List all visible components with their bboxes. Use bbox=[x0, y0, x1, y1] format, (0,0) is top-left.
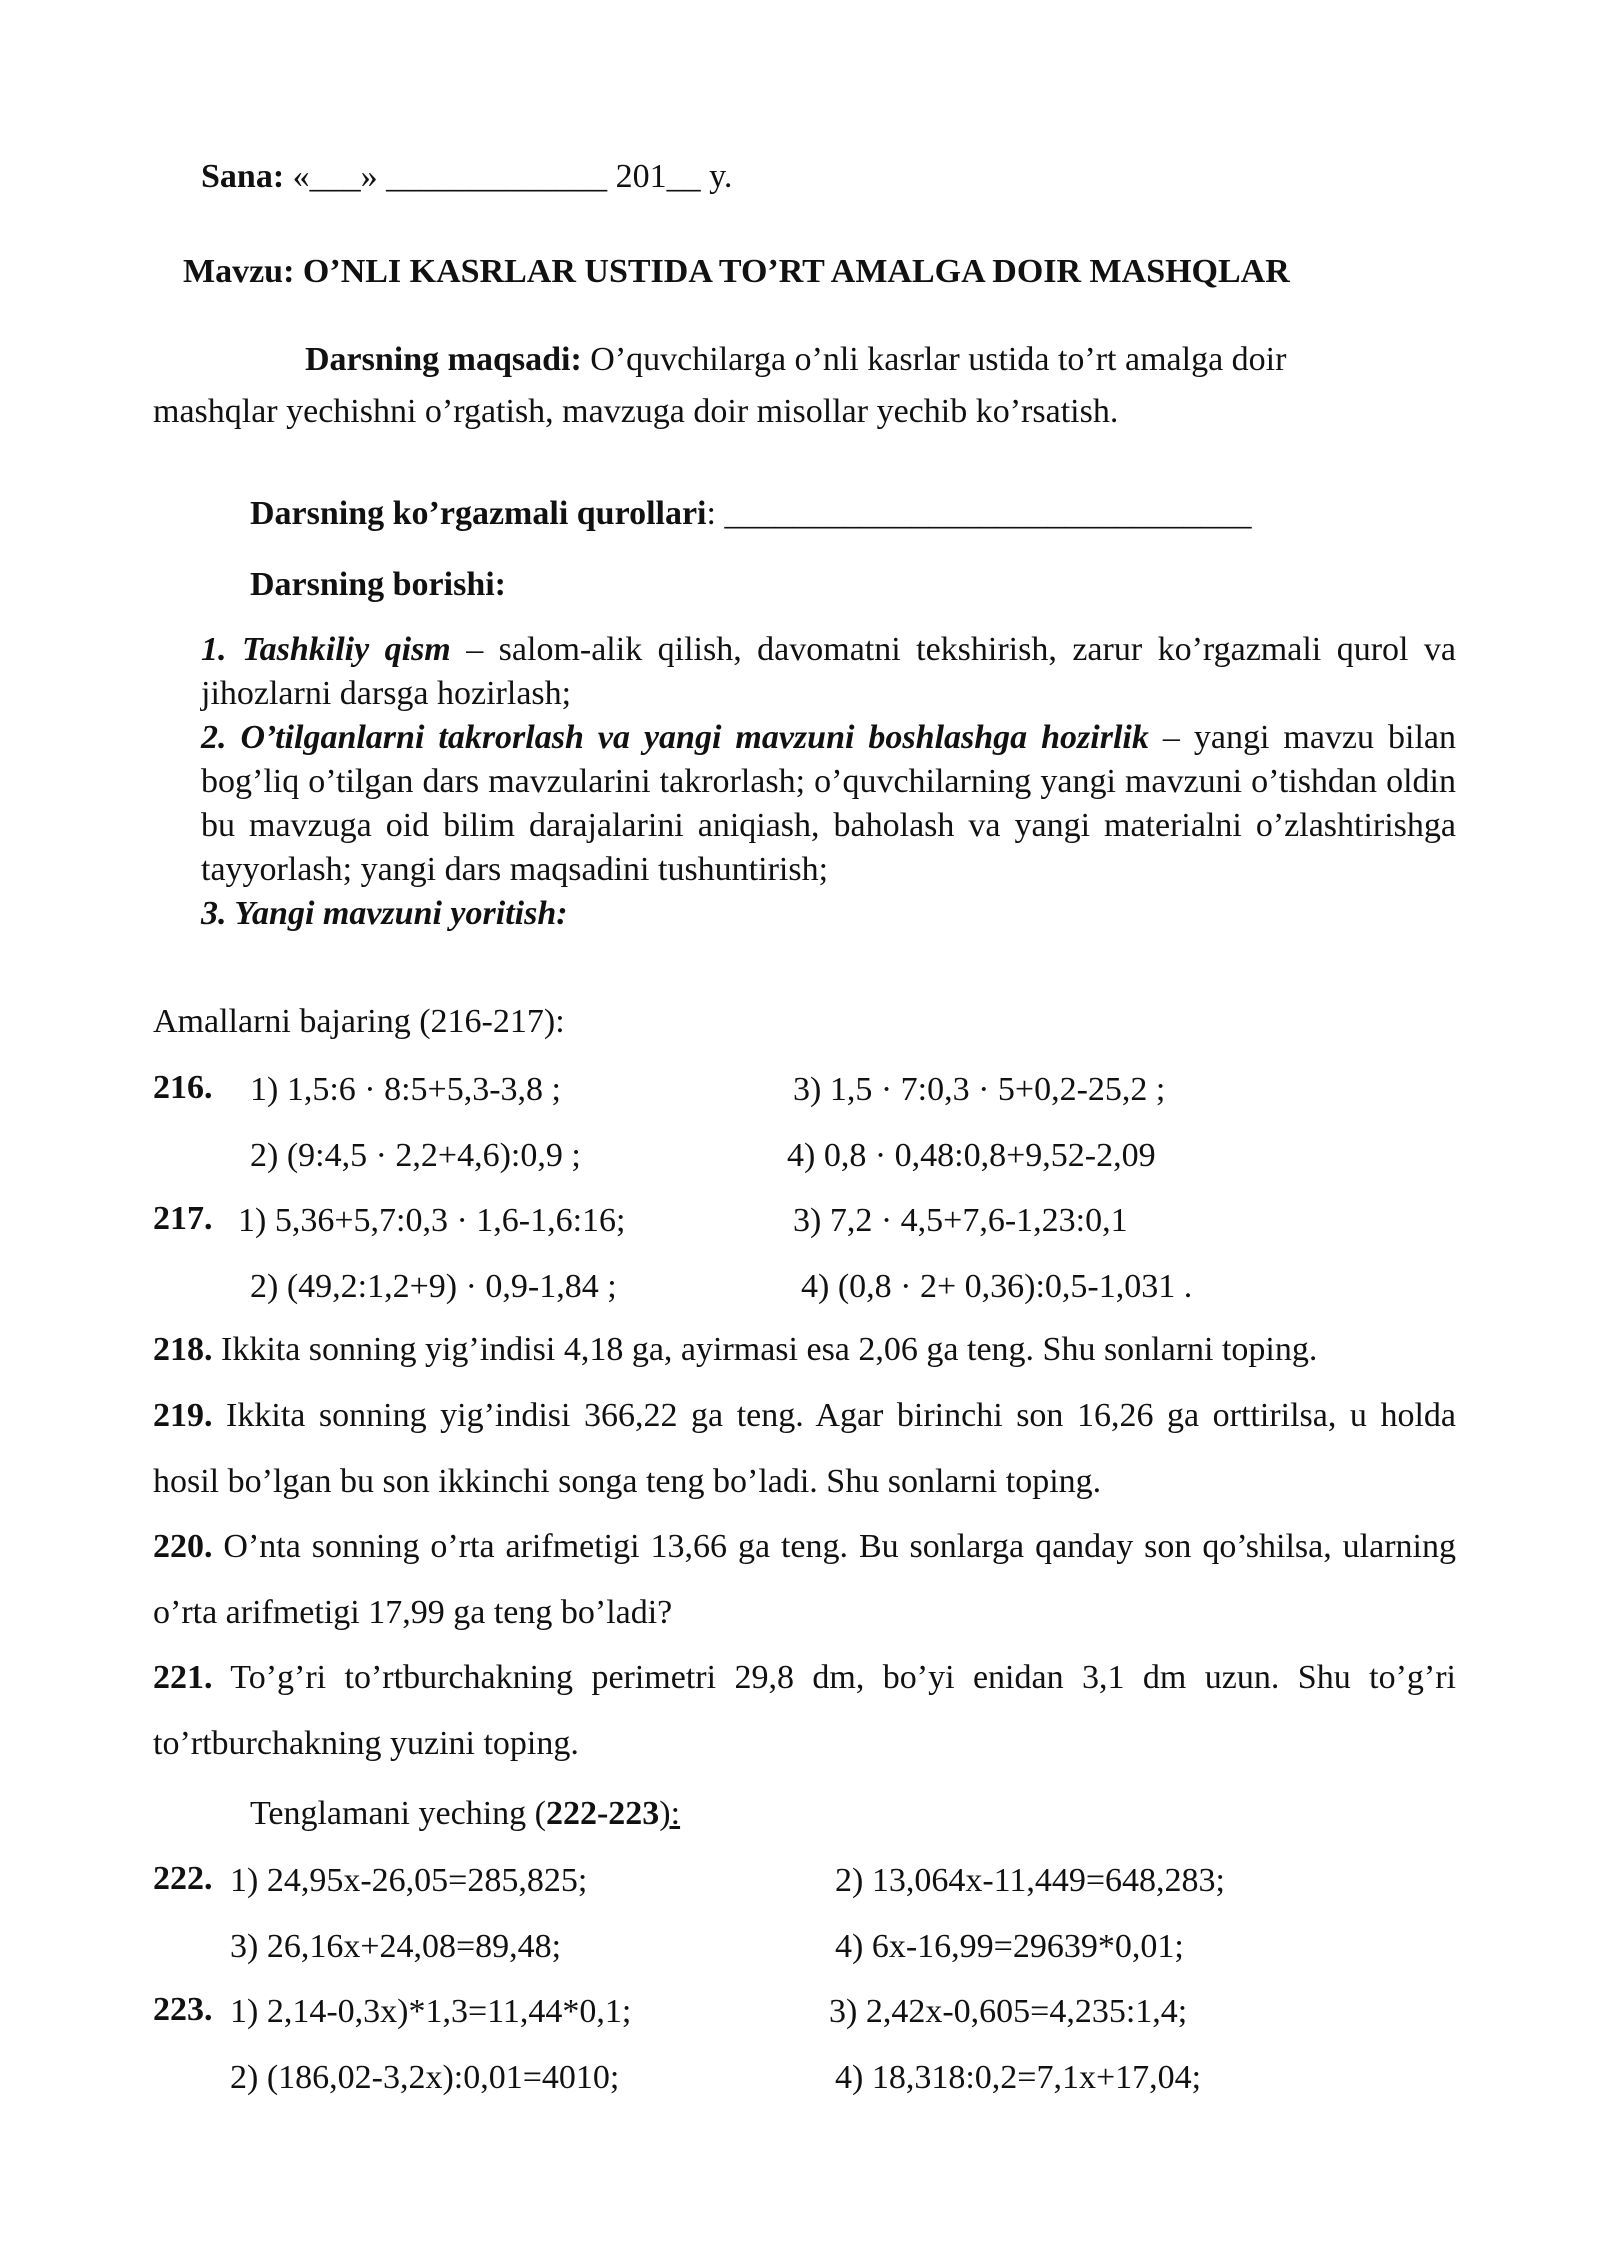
equations-intro bbox=[250, 1797, 680, 1831]
ex219-number: 219. bbox=[153, 1397, 213, 1434]
topic-label: Mavzu: bbox=[183, 253, 295, 290]
date-value: «___» _____________ 201__ y. bbox=[292, 158, 733, 195]
goal-line-1 bbox=[305, 343, 1286, 377]
ex217-item-1: 1) 5,36+5,7:0,3 · 1,6-1,6:16; bbox=[238, 1202, 626, 1239]
tools-line bbox=[250, 497, 1251, 531]
process-label: Darsning borishi: bbox=[250, 566, 506, 603]
ex219-text: Ikkita sonning yig’indisi 366,22 ga teng. Agar birinchi son 16,26 ga orttirilsa, u holda hosil bo’lgan bu son ikkinchi songa teng bo’ladi. Shu sonlarni toping. bbox=[153, 1397, 1456, 1500]
ex217-item-4: 4) (0,8 · 2+ 0,36):0,5-1,031 . bbox=[801, 1268, 1193, 1305]
ex218 bbox=[153, 1333, 1317, 1367]
ex219 bbox=[153, 1383, 1456, 1515]
ex222-item-4: 4) 6x-16,99=29639*0,01; bbox=[835, 1928, 1184, 1965]
ex221-text: To’g’ri to’rtburchakning perimetri 29,8 dm, bo’yi enidan 3,1 dm uzun. Shu to’g’ri to’rtburchakning yuzini toping. bbox=[153, 1659, 1456, 1762]
ex217-item-3: 3) 7,2 · 4,5+7,6-1,23:0,1 bbox=[793, 1202, 1128, 1239]
stage-3 bbox=[201, 892, 1456, 936]
ex218-text: Ikkita sonning yig’indisi 4,18 ga, ayirmasi esa 2,06 ga teng. Shu sonlarni toping. bbox=[212, 1331, 1318, 1368]
ex222-item-2: 2) 13,064x-11,449=648,283; bbox=[835, 1862, 1226, 1899]
ex221-number: 221. bbox=[153, 1659, 213, 1696]
stage-1 bbox=[201, 628, 1456, 716]
stage-1-title: 1. Tashkiliy qism bbox=[201, 631, 451, 668]
equations-intro-post: ): bbox=[659, 1795, 681, 1832]
ex218-number: 218. bbox=[153, 1331, 213, 1368]
exercises-intro: Amallarni bajaring (216-217): bbox=[153, 1003, 565, 1040]
stage-3-title: 3. Yangi mavzuni yoritish: bbox=[201, 895, 568, 932]
tools-label: Darsning ko’rgazmali qurollari bbox=[250, 495, 707, 532]
stage-2-title: 2. O’tilganlarni takrorlash va yangi mavzuni boshlashga hozirlik bbox=[201, 719, 1149, 756]
ex223-item-3: 3) 2,42x-0,605=4,235:1,4; bbox=[829, 1993, 1188, 2030]
ex221 bbox=[153, 1645, 1456, 1777]
goal-text-2: mashqlar yechishni o’rgatish, mavzuga doir misollar yechib ko’rsatish. bbox=[153, 393, 1119, 430]
topic-title: O’NLI KASRLAR USTIDA TO’RT AMALGA DOIR MASHQLAR bbox=[302, 253, 1290, 290]
date-label: Sana: bbox=[201, 158, 285, 195]
ex223-number: 223. bbox=[153, 1991, 213, 2028]
ex223-item-4: 4) 18,318:0,2=7,1x+17,04; bbox=[835, 2059, 1202, 2096]
ex216-number: 216. bbox=[153, 1069, 213, 1106]
ex220-text: O’nta sonning o’rta arifmetigi 13,66 ga teng. Bu sonlarga qanday son qo’shilsa, ularning o’rta arifmetigi 17,99 ga teng bo’ladi? bbox=[153, 1528, 1456, 1631]
equations-intro-range: 222-223 bbox=[545, 1795, 660, 1832]
ex223-item-2: 2) (186,02-3,2x):0,01=4010; bbox=[230, 2059, 620, 2096]
ex223-item-1: 1) 2,14-0,3x)*1,3=11,44*0,1; bbox=[230, 1993, 632, 2030]
goal-label: Darsning maqsadi: bbox=[305, 341, 582, 378]
stage-2-text: – yangi mavzu bilan bog’liq o’tilgan dars mavzularini takrorlash; o’quvchilarning yangi mavzuni o’tishdan oldin bu mavzuga oid bilim darajalarini aniqiash, baholash va yangi materialni o’zlashtirishga tayyorlash; yangi dars maqsadini tushuntirish; bbox=[201, 719, 1457, 888]
ex217-number: 217. bbox=[153, 1200, 213, 1237]
ex222-number: 222. bbox=[153, 1860, 213, 1897]
ex220 bbox=[153, 1514, 1456, 1646]
stage-1-text: – salom-alik qilish, davomatni tekshirish, zarur ko’rgazmali qurol va jihozlarni darsga hozirlash; bbox=[201, 631, 1457, 712]
tools-blank: : _______________________________ bbox=[706, 495, 1252, 532]
ex216-item-3: 3) 1,5 · 7:0,3 · 5+0,2-25,2 ; bbox=[793, 1071, 1166, 1108]
ex217-item-2: 2) (49,2:1,2+9) · 0,9-1,84 ; bbox=[250, 1268, 617, 1305]
ex216-item-4: 4) 0,8 · 0,48:0,8+9,52-2,09 bbox=[787, 1137, 1156, 1174]
date-line bbox=[201, 160, 732, 194]
ex222-item-1: 1) 24,95x-26,05=285,825; bbox=[230, 1862, 588, 1899]
ex220-number: 220. bbox=[153, 1528, 213, 1565]
stage-2 bbox=[201, 716, 1456, 892]
goal-line-2 bbox=[153, 395, 1118, 429]
equations-intro-pre: Tenglamani yeching ( bbox=[250, 1795, 546, 1832]
ex216-item-1: 1) 1,5:6 · 8:5+5,3-3,8 ; bbox=[250, 1071, 561, 1108]
ex222-item-3: 3) 26,16x+24,08=89,48; bbox=[230, 1928, 562, 1965]
topic-line bbox=[183, 255, 1290, 289]
goal-text-1: O’quvchilarga o’nli kasrlar ustida to’rt amalga doir bbox=[590, 341, 1287, 378]
ex216-item-2: 2) (9:4,5 · 2,2+4,6):0,9 ; bbox=[250, 1137, 581, 1174]
